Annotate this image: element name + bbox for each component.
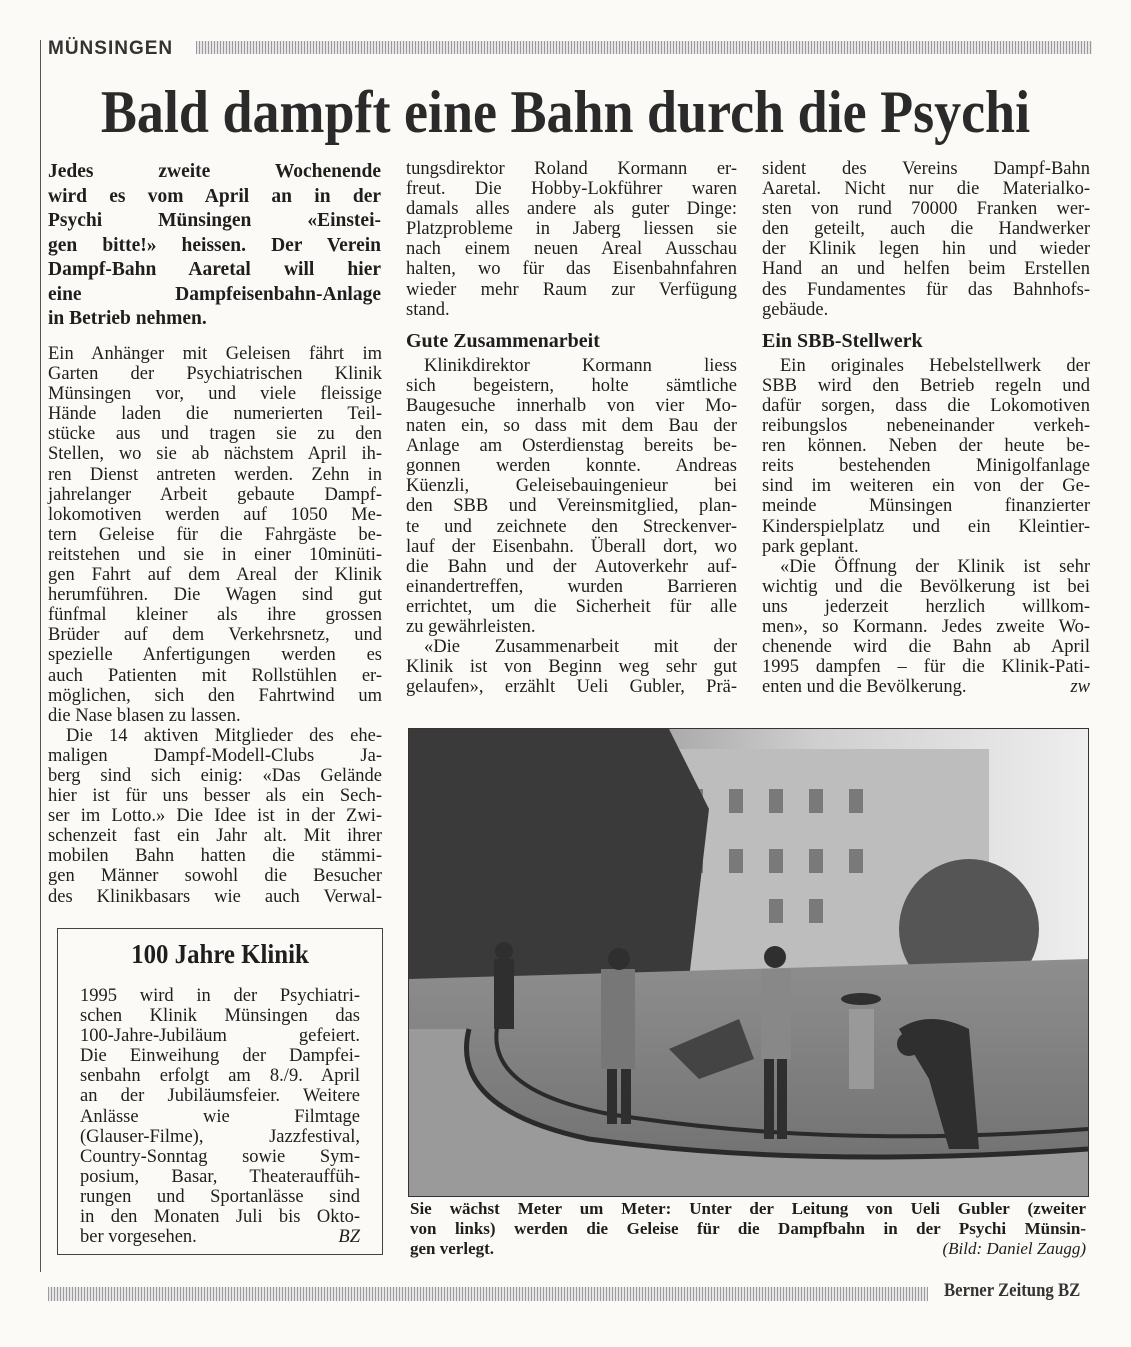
text-line: ren Dienst antreten werden. Zehn in (48, 464, 382, 485)
text-line: Anlässe wie Filmtage (80, 1106, 360, 1127)
text-line: den SBB und Vereinsmitglied, plan- (406, 496, 737, 517)
article-column-1 (48, 344, 382, 907)
text-line: gonnen werden konnte. Andreas (406, 456, 737, 477)
text-line: Kinderspielplatz und ein Kleintier- (762, 516, 1090, 537)
text-line: halten, wo für das Eisenbahnfahren (406, 259, 737, 280)
text-line: Die 14 aktiven Mitglieder des ehe- (66, 725, 382, 746)
text-line: rungen und Sportanlässe sind (80, 1186, 360, 1207)
text-line: Die Einweihung der Dampfei- (80, 1046, 360, 1067)
text-line: chenende wird die Bahn ab April (762, 637, 1090, 658)
text-line: Hände laden die numerierten Teil- (48, 404, 382, 425)
text-line: Ein originales Hebelstellwerk der (780, 355, 1090, 376)
text-line: Sie wächst Meter um Meter: Unter der Leitung von Ueli Gubler (zweiter (410, 1199, 1086, 1218)
text-line: von links) werden die Geleise für die Dampfbahn in der Psychi Münsin- (410, 1219, 1086, 1238)
text-line: in den Monaten Juli bis Okto- (80, 1207, 360, 1228)
text-line: die Nase blasen zu lassen. (48, 705, 241, 726)
text-line: Klinikdirektor Kormann liess (424, 355, 737, 376)
text-line: des Fundamentes für das Bahnhofs- (762, 279, 1090, 300)
text-line: park geplant. (762, 536, 859, 557)
text-line: den geteilt, auch die Handwerker (762, 219, 1090, 240)
text-line: enten und die Bevölkerung. zw (762, 677, 1090, 698)
text-line: meinde Münsingen finanzierter (762, 496, 1090, 517)
text-line: einandertreffen, wurden Barrieren (406, 576, 737, 597)
sidebox-text (80, 986, 360, 1247)
text-line: reibungslos nebeneinander verkeh- (762, 416, 1090, 437)
text-line: die Bahn und der Autoverkehr auf- (406, 556, 737, 577)
text-line: in Betrieb nehmen. (48, 308, 207, 329)
text-line: reitstehen und sie in einer 10minüti- (48, 544, 382, 565)
sidebox-title: 100 Jahre Klinik (131, 939, 309, 969)
text-line: an der Jubiläumsfeier. Weitere (80, 1086, 360, 1107)
text-line: maligen Dampf-Modell-Clubs Ja- (48, 745, 382, 766)
text-line: ber vorgesehen. BZ (80, 1227, 360, 1248)
text-line: «Die Öffnung der Klinik ist sehr (780, 556, 1090, 577)
text-line: senbahn erfolgt am 8./9. April (80, 1066, 360, 1087)
text-line: gen verlegt. (Bild: Daniel Zaugg) (410, 1239, 1086, 1258)
headline: Bald dampft eine Bahn durch die Psychi (100, 79, 1031, 145)
text-line: ren können. Neben der heute be- (762, 436, 1090, 457)
text-line: herumführen. Die Wagen sind gut (48, 585, 382, 606)
text-line: ser im Lotto.» Die Idee ist in der Zwi- (48, 806, 382, 827)
text-line: jahrelanger Arbeit gebaute Dampf- (48, 484, 382, 505)
photo-caption (410, 1199, 1086, 1259)
text-line: gelaufen», erzählt Ueli Gubler, Prä- (406, 677, 737, 698)
text-line: möglichen, sich den Fahrtwind um (48, 685, 382, 706)
text-line: gebäude. (762, 299, 829, 320)
text-line: mobilen Bahn hatten die stämmi- (48, 846, 382, 867)
text-line: «Die Zusammenarbeit mit der (424, 637, 737, 658)
text-line: Anlage am Osterdienstag bereits be- (406, 436, 737, 457)
text-line: dafür sorgen, dass die Lokomotiven (762, 395, 1090, 416)
text-line: berg sind sich einig: «Das Gelände (48, 765, 382, 786)
text-line: tungsdirektor Roland Kormann er- (406, 159, 737, 179)
text-line: sich begeistern, holte sämtliche (406, 375, 737, 396)
text-line: sind im weiteren ein von der Ge- (762, 476, 1090, 497)
text-line: Garten der Psychiatrischen Klinik (48, 364, 382, 385)
lede (48, 160, 381, 332)
signature: BZ (338, 1227, 360, 1248)
text-line: nach einem neuen Areal Ausschau (406, 239, 737, 260)
text-line: gen Fahrt auf dem Areal der Klinik (48, 565, 382, 586)
text-line: fünfmal kleiner als ihre grossen (48, 605, 382, 626)
text-line: Klinik ist von Beginn weg sehr gut (406, 657, 737, 678)
section-label: MÜNSINGEN (48, 38, 174, 59)
text-line: SBB wird den Betrieb regeln und (762, 375, 1090, 396)
text-line: damals alles andere als guter Dinge: (406, 199, 737, 220)
column-rule (40, 40, 41, 1272)
newspaper-logo: Berner Zeitung BZ (944, 1280, 1081, 1301)
text-line: schenzeit fast ein Jahr alt. Mit ihrer (48, 826, 382, 847)
text-line: 100-Jahre-Jubiläum gefeiert. (80, 1026, 360, 1047)
text-line: (Glauser-Filme), Jazzfestival, (80, 1126, 360, 1147)
text-line: freut. Die Hobby-Lokführer waren (406, 179, 737, 200)
text-line: Country-Sonntag sowie Sym- (80, 1146, 360, 1167)
text-line: Hand an und helfen beim Erstellen (762, 259, 1090, 280)
text-line: Münsingen vor, und viele fleissige (48, 384, 382, 405)
text-line: Stellen, wo sie ab nächstem April ih- (48, 444, 382, 465)
text-line: wieder mehr Raum zur Verfügung (406, 279, 737, 300)
text-line: sten von rund 70000 Franken wer- (762, 199, 1090, 220)
text-line: Jedes zweite Wochenende (48, 161, 381, 182)
subheading: Ein SBB-Stellwerk (762, 329, 923, 352)
text-line: eine Dampfeisenbahn-Anlage (48, 283, 381, 305)
text-line: lokomotiven werden auf 1050 Me- (48, 504, 382, 525)
text-line: uns jederzeit herzlich willkom- (762, 596, 1090, 617)
text-line: schen Klinik Münsingen das (80, 1006, 360, 1027)
text-line: zu gewährleisten. (406, 616, 536, 637)
text-line: des Klinikbasars wie auch Verwal- (48, 886, 382, 907)
text-line: 1995 wird in der Psychiatri- (80, 986, 360, 1006)
subheading: Gute Zusammenarbeit (406, 329, 600, 352)
footer-bar (48, 1287, 928, 1301)
signature: zw (1070, 677, 1090, 698)
text-line: gen Männer sowohl die Besucher (48, 866, 382, 887)
text-line: Brüder auf dem Verkehrsnetz, und (48, 625, 382, 646)
article-column-2 (406, 159, 737, 697)
text-line: sident des Vereins Dampf-Bahn (762, 159, 1090, 179)
text-line: Küenzli, Geleisebauingenieur bei (406, 476, 737, 497)
photo-railway-construction (408, 728, 1089, 1197)
text-line: spezielle Anfertigungen werden es (48, 645, 382, 666)
text-line: Platzprobleme in Jaberg liessen sie (406, 219, 737, 240)
text-line: Ein Anhänger mit Geleisen fährt im (48, 344, 382, 364)
text-line: der Klinik legen hin und wieder (762, 239, 1090, 260)
text-line: Dampf-Bahn Aaretal will hier (48, 259, 381, 280)
text-line: wichtig und die Bevölkerung ist bei (762, 576, 1090, 597)
text-line: naten ein, so dass mit dem Bau der (406, 416, 737, 437)
text-line: tern Geleise für die Fahrgäste be- (48, 524, 382, 545)
text-line: lauf der Eisenbahn. Überall dort, wo (406, 536, 737, 557)
text-line: auch Patienten mit Rollstühlen er- (48, 665, 382, 686)
text-line: men», so Kormann. Jedes zweite Wo- (762, 616, 1090, 637)
text-line: Psychi Münsingen «Einstei- (48, 210, 381, 231)
text-line: te und zeichnete den Streckenver- (406, 516, 737, 537)
text-line: wird es vom April an in der (48, 185, 381, 207)
text-line: stücke aus und tragen sie zu den (48, 424, 382, 445)
text-line: stand. (406, 299, 450, 320)
text-line: 1995 dampfen – für die Klinik-Pati- (762, 657, 1090, 678)
text-line: gen bitte!» heissen. Der Verein (48, 234, 381, 256)
text-line: Aaretal. Nicht nur die Materialko- (762, 179, 1090, 200)
article-column-3 (762, 159, 1090, 697)
text-line: posium, Basar, Theaterauffüh- (80, 1166, 360, 1187)
text-line: Baugesuche innerhalb von vier Mo- (406, 395, 737, 416)
signature: (Bild: Daniel Zaugg) (942, 1239, 1086, 1258)
section-bar (196, 41, 1092, 54)
text-line: errichtet, um die Sicherheit für alle (406, 596, 737, 617)
text-line: hier ist für uns besser als ein Sech- (48, 786, 382, 807)
text-line: reits bestehenden Minigolfanlage (762, 456, 1090, 477)
